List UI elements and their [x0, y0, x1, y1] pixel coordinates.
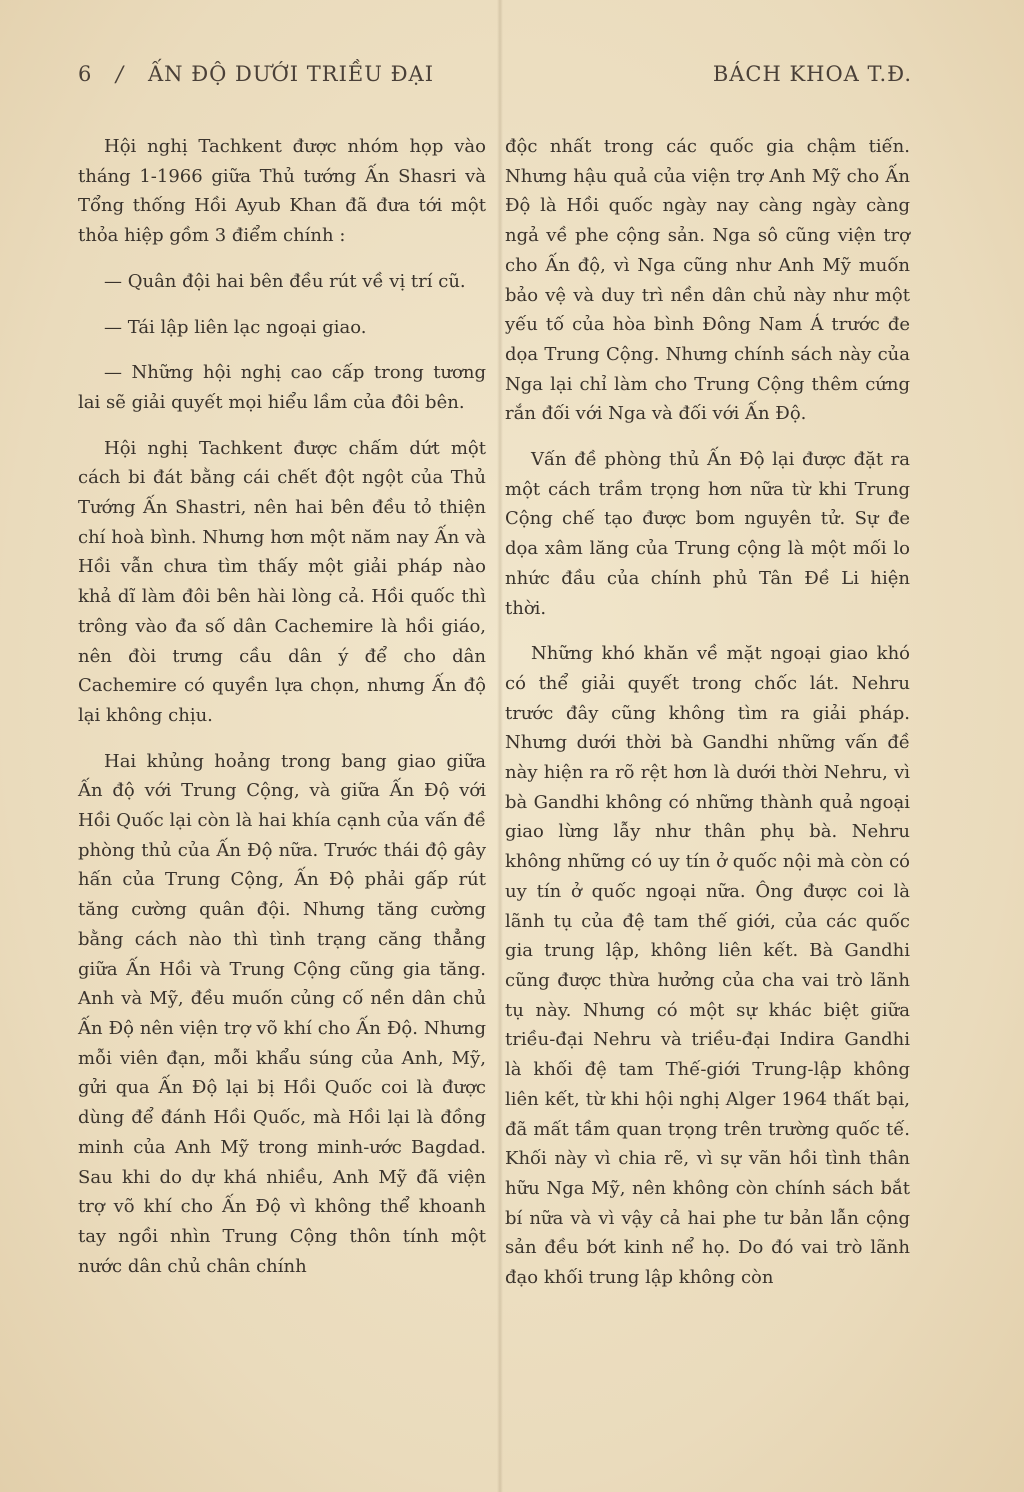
page-fold — [497, 0, 503, 1492]
paragraph: — Những hội nghị cao cấp trong tương lai sẽ giải quyết mọi hiểu lầm của đôi bên. — [78, 362, 486, 413]
magazine-name: BÁCH KHOA T.Đ. — [712, 62, 912, 86]
paragraph: Vấn đề phòng thủ Ấn Độ lại được đặt ra một cách trầm trọng hơn nữa từ khi Trung Cộng chế tạo được bom nguyên tử. Sự đe dọa xâm lăng của Trung cộng là một mối lo nhức đầu của chính phủ Tân Đề Li hiện thời. — [505, 449, 910, 619]
section-title: ẤN ĐỘ DƯỚI TRIỀU ĐẠI — [148, 62, 435, 86]
running-header — [78, 62, 912, 96]
paragraph: Hai khủng hoảng trong bang giao giữa Ấn độ với Trung Cộng, và giữa Ấn Độ với Hồi Quốc lại còn là hai khía cạnh của vấn đề phòng thủ của Ấn Độ nữa. Trước thái độ gây hấn của Trung Cộng, Ấn Độ phải gấp rút tăng cường quân đội. Nhưng tăng cường bằng cách nào thì tình trạng căng thẳng giữa Ấn Hồi và Trung Cộng cũng gia tăng. Anh và Mỹ, đều muốn củng cố nền dân chủ Ấn Độ nên viện trợ võ khí cho Ấn Độ. Nhưng mỗi viên đạn, mỗi khẩu súng của Anh, Mỹ, gửi qua Ấn Độ lại bị Hồi Quốc coi là được dùng để đánh Hồi Quốc, mà Hồi lại là đồng minh của Anh Mỹ trong minh-ước Bagdad. Sau khi do dự khá nhiều, Anh Mỹ đã viện trợ võ khí cho Ấn Độ vì không thể khoanh tay ngồi nhìn Trung Cộng thôn tính một nước dân chủ chân chính — [78, 750, 486, 1277]
left-column — [78, 132, 486, 1281]
paragraph: Hội nghị Tachkent được nhóm họp vào tháng 1-1966 giữa Thủ tướng Ấn Shasri và Tổng thống Hồi Ayub Khan đã đưa tới một thỏa hiệp gồm 3 điểm chính : — [78, 136, 486, 247]
paragraph: Những khó khăn về mặt ngoại giao khó có thể giải quyết trong chốc lát. Nehru trước đây cũng không tìm ra giải pháp. Nhưng dưới thời bà Gandhi những vấn đề này hiện ra rõ rệt hơn là dưới thời Nehru, vì bà Gandhi không có những thành quả ngoại giao lừng lẫy như thân phụ bà. Nehru không những có uy tín ở quốc nội mà còn có uy tín ở quốc ngoại nữa. Ông được coi là lãnh tụ của đệ tam thế giới, của các quốc gia trung lập, không liên kết. Bà Gandhi cũng được thừa hưởng của cha vai trò lãnh tụ này. Nhưng có một sự khác biệt giữa triều-đại Nehru và triều-đại Indira Gandhi là khối đệ tam Thế-giới Trung-lập không liên kết, từ khi hội nghị Alger 1964 thất bại, đã mất tầm quan trọng trên trường quốc tế. Khối này vì chia rẽ, vì sự vãn hồi tình thân hữu Nga Mỹ, nên không còn chính sách bắt bí nữa và vì vậy cả hai phe tư bản lẫn cộng sản đều bớt kinh nể họ. Do đó vai trò lãnh đạo khối trung lập không còn — [505, 643, 910, 1289]
right-column — [505, 132, 910, 1293]
page-number: 6 — [78, 62, 93, 86]
header-separator: / — [116, 62, 125, 86]
paragraph: độc nhất trong các quốc gia chậm tiến. Nhưng hậu quả của viện trợ Anh Mỹ cho Ấn Độ là Hồi quốc ngày nay càng ngày càng ngả về phe cộng sản. Nga sô cũng viện trợ cho Ấn độ, vì Nga cũng như Anh Mỹ muốn bảo vệ và duy trì nền dân chủ này như một yếu tố của hòa bình Đông Nam Á trước đe dọa Trung Cộng. Nhưng chính sách này của Nga lại chỉ làm cho Trung Cộng thêm cứng rắn đối với Nga và đối với Ấn Độ. — [505, 136, 910, 425]
paragraph: Hội nghị Tachkent được chấm dứt một cách bi đát bằng cái chết đột ngột của Thủ Tướng Ấn Shastri, nên hai bên đều tỏ thiện chí hoà bình. Nhưng hơn một năm nay Ấn và Hồi vẫn chưa tìm thấy một giải pháp nào khả dĩ làm đôi bên hài lòng cả. Hồi quốc thì trông vào đa số dân Cachemire là hồi giáo, nên đòi trưng cầu dân ý để cho dân Cachemire có quyền lựa chọn, nhưng Ấn độ lại không chịu. — [78, 437, 486, 726]
paragraph: — Tái lập liên lạc ngoại giao. — [104, 316, 367, 338]
paragraph: — Quân đội hai bên đều rút về vị trí cũ. — [104, 270, 466, 292]
